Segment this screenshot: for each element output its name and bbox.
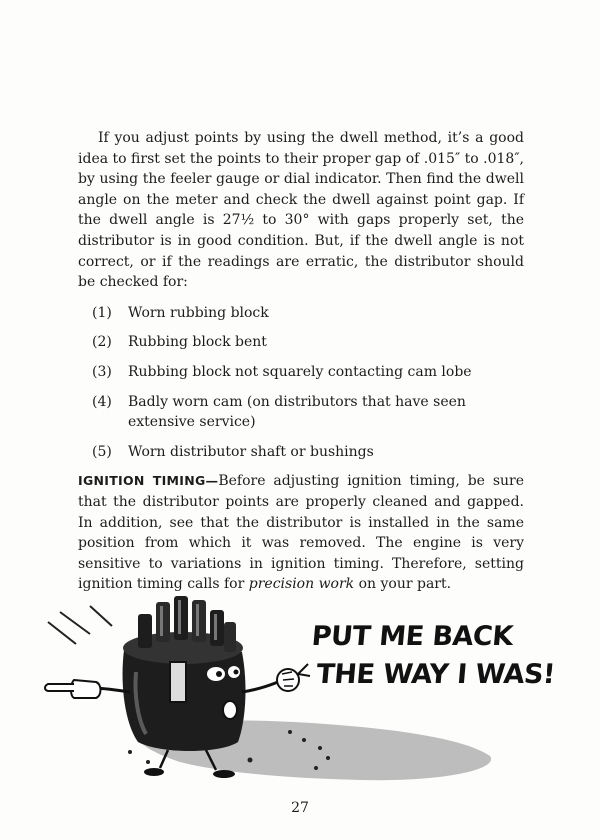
list-item-number: (4) bbox=[92, 393, 112, 410]
list-item bbox=[78, 442, 524, 463]
cartoon-mouth bbox=[223, 701, 237, 719]
timing-body-start: Before adjusting ignition timing, be sure that the distributor points are properly cleaned and gapped. In addition, see that the distributor is installed in the same position from which it was removed. The engine is very sensitive to variations in ignition timing. Therefore, setting ignition timing calls for bbox=[78, 473, 524, 593]
speech-line-1: PUT ME BACK bbox=[310, 621, 515, 652]
intro-paragraph: If you adjust points by using the dwell method, it’s a good idea to first set the points to their proper gap of .015″ to .018″, by using the feeler gauge or dial indicator. Then find the dwell angle on the meter and check the dwell against point gap. If the dwell angle is 27½ to 30° with gaps properly set, the distributor is in good condition. But, if the dwell angle is not correct, or if the readings are erratic, the distributor should be checked for: bbox=[78, 130, 524, 291]
list-item-text: Worn rubbing block bbox=[128, 304, 269, 321]
distributor-cap bbox=[123, 596, 246, 751]
ignition-timing-paragraph bbox=[78, 471, 524, 595]
list-item-number: (5) bbox=[92, 443, 112, 460]
list-item-text: Badly worn cam (on distributors that have seen extensive service) bbox=[128, 393, 466, 431]
speech-text bbox=[307, 618, 574, 694]
list-item-text: Worn distributor shaft or bushings bbox=[128, 443, 374, 460]
page-number: 27 bbox=[291, 800, 309, 816]
speech-line-2: THE WAY I WAS! bbox=[315, 659, 557, 690]
list-item-number: (1) bbox=[92, 304, 112, 321]
list-item bbox=[78, 362, 524, 383]
list-item bbox=[78, 303, 524, 324]
text-body bbox=[78, 128, 524, 595]
pointing-arm bbox=[45, 680, 130, 698]
list-item-text: Rubbing block not squarely contacting cam lobe bbox=[128, 363, 472, 380]
timing-body-end: on your part. bbox=[354, 576, 452, 593]
section-heading: IGNITION TIMING— bbox=[78, 473, 219, 489]
fist-arm bbox=[242, 669, 299, 692]
list-item bbox=[78, 392, 524, 433]
checklist bbox=[78, 303, 524, 463]
speed-lines bbox=[48, 606, 112, 644]
list-item bbox=[78, 332, 524, 353]
emphasized-text: precision work bbox=[248, 576, 355, 593]
list-item-number: (2) bbox=[92, 334, 112, 351]
list-item-number: (3) bbox=[92, 363, 112, 380]
list-item-text: Rubbing block bent bbox=[128, 334, 267, 351]
